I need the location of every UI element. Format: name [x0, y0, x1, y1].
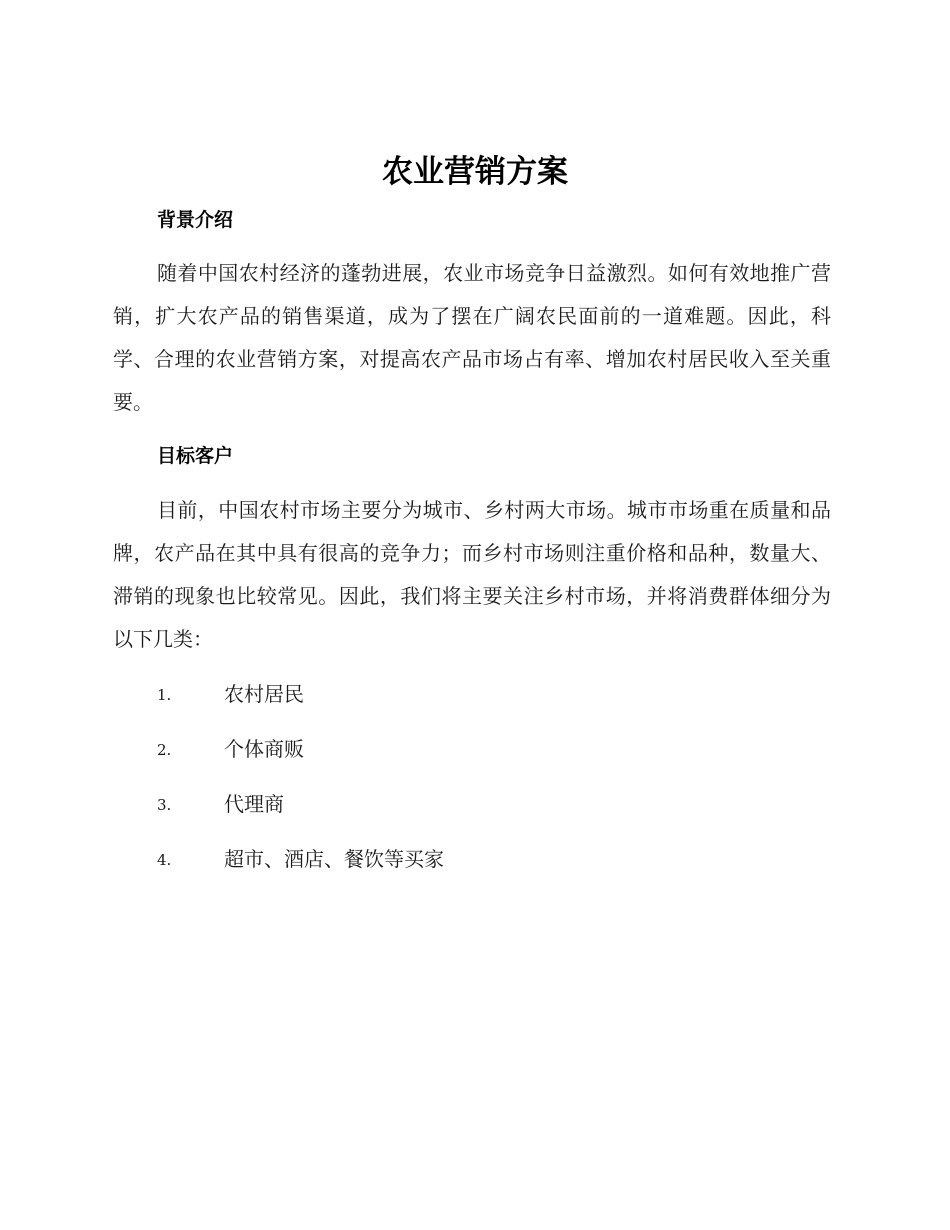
- list-item-text: 农村居民: [224, 682, 304, 706]
- customer-list: [157, 677, 657, 897]
- paragraph-target-customers: 目前，中国农村市场主要分为城市、乡村两大市场。城市市场重在质量和品牌，农产品在其中具有很高的竞争力；而乡村市场则注重价格和品种，数量大、滞销的现象也比较常见。因此，我们将主要关注乡村市场，并将消费群体细分为以下几类：: [113, 498, 831, 651]
- section-heading-background: 背景介绍: [157, 209, 234, 231]
- list-marker: 3.: [157, 796, 172, 814]
- list-item: [157, 842, 657, 897]
- document-title: 农业营销方案: [382, 154, 568, 190]
- section-heading-target-customers: 目标客户: [157, 445, 234, 467]
- list-marker: 2.: [157, 741, 172, 759]
- list-item: [157, 787, 657, 842]
- list-item-text: 代理商: [224, 792, 284, 816]
- list-item-text: 超市、酒店、餐饮等买家: [224, 847, 444, 871]
- paragraph-background: 随着中国农村经济的蓬勃进展，农业市场竞争日益激烈。如何有效地推广营销，扩大农产品的销售渠道，成为了摆在广阔农民面前的一道难题。因此，科学、合理的农业营销方案，对提高农产品市场占有率、增加农村居民收入至关重要。: [113, 261, 831, 414]
- list-item: [157, 677, 657, 732]
- list-marker: 1.: [157, 686, 172, 704]
- list-marker: 4.: [157, 851, 172, 869]
- list-item-text: 个体商贩: [224, 737, 304, 761]
- list-item: [157, 732, 657, 787]
